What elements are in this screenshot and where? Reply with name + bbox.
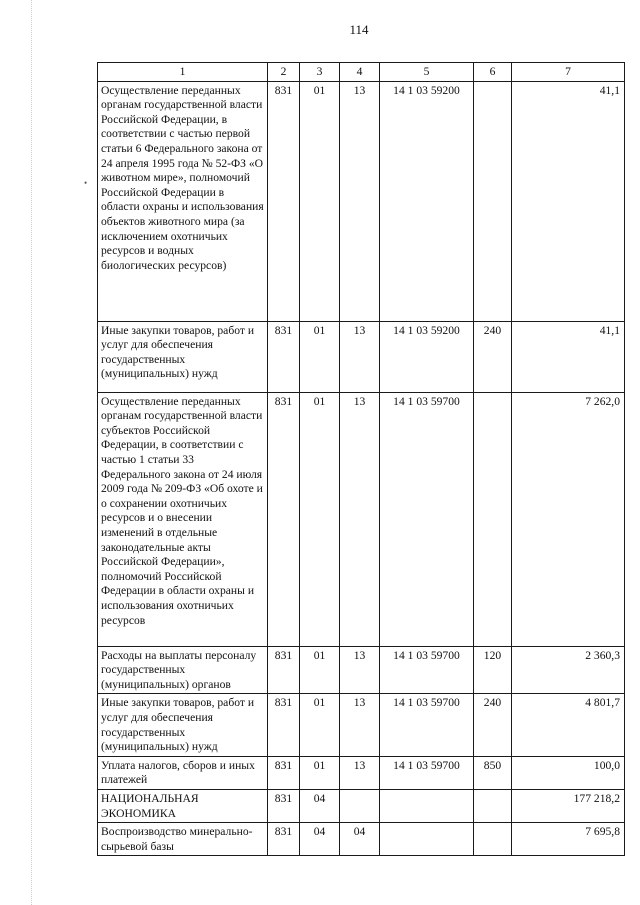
header-col-4: 4 bbox=[340, 63, 380, 82]
row-target-article: 14 1 03 59700 bbox=[380, 646, 474, 694]
row-amount: 2 360,3 bbox=[512, 646, 625, 694]
row-target-article: 14 1 03 59700 bbox=[380, 694, 474, 756]
row-subsection-code bbox=[340, 789, 380, 822]
row-section-code: 01 bbox=[300, 392, 340, 646]
row-subsection-code: 13 bbox=[340, 756, 380, 789]
row-ministry-code: 831 bbox=[268, 789, 300, 822]
row-name: НАЦИОНАЛЬНАЯ ЭКОНОМИКА bbox=[98, 789, 268, 822]
row-section-code: 04 bbox=[300, 789, 340, 822]
row-name: Расходы на выплаты персоналу государственных (муниципальных) органов bbox=[98, 646, 268, 694]
row-target-article bbox=[380, 823, 474, 856]
row-ministry-code: 831 bbox=[268, 392, 300, 646]
row-subsection-code: 04 bbox=[340, 823, 380, 856]
row-amount: 41,1 bbox=[512, 81, 625, 321]
row-name: Уплата налогов, сборов и иных платежей bbox=[98, 756, 268, 789]
table-row bbox=[98, 756, 625, 789]
table-row bbox=[98, 392, 625, 646]
row-expense-type bbox=[474, 81, 512, 321]
row-name: Воспроизводство минерально-сырьевой базы bbox=[98, 823, 268, 856]
header-col-1: 1 bbox=[98, 63, 268, 82]
row-section-code: 01 bbox=[300, 321, 340, 392]
row-target-article: 14 1 03 59700 bbox=[380, 756, 474, 789]
row-expense-type bbox=[474, 823, 512, 856]
row-section-code: 01 bbox=[300, 81, 340, 321]
row-target-article: 14 1 03 59200 bbox=[380, 321, 474, 392]
row-amount: 100,0 bbox=[512, 756, 625, 789]
row-name: Иные закупки товаров, работ и услуг для обеспечения государственных (муниципальных) нужд bbox=[98, 694, 268, 756]
row-amount: 41,1 bbox=[512, 321, 625, 392]
row-ministry-code: 831 bbox=[268, 823, 300, 856]
row-ministry-code: 831 bbox=[268, 81, 300, 321]
row-amount: 177 218,2 bbox=[512, 789, 625, 822]
row-subsection-code: 13 bbox=[340, 646, 380, 694]
header-col-2: 2 bbox=[268, 63, 300, 82]
row-name: Осуществление переданных органам государственной власти Российской Федерации, в соответствии с частью первой статьи 6 Федерального закона от 24 апреля 1995 года № 52-ФЗ «О животном мире», полномочий Российской Федерации в области охраны и использования объектов животного мира (за исключением охотничьих ресурсов и водных биологических ресурсов) bbox=[98, 81, 268, 321]
table-row bbox=[98, 81, 625, 321]
row-expense-type: 120 bbox=[474, 646, 512, 694]
budget-table bbox=[97, 62, 625, 856]
row-section-code: 01 bbox=[300, 694, 340, 756]
row-ministry-code: 831 bbox=[268, 321, 300, 392]
table-header-row bbox=[98, 63, 625, 82]
header-col-7: 7 bbox=[512, 63, 625, 82]
header-col-5: 5 bbox=[380, 63, 474, 82]
page-number: 114 bbox=[349, 22, 369, 37]
row-expense-type: 240 bbox=[474, 694, 512, 756]
row-amount: 4 801,7 bbox=[512, 694, 625, 756]
row-expense-type: 850 bbox=[474, 756, 512, 789]
row-ministry-code: 831 bbox=[268, 756, 300, 789]
row-expense-type bbox=[474, 789, 512, 822]
row-target-article: 14 1 03 59700 bbox=[380, 392, 474, 646]
row-subsection-code: 13 bbox=[340, 81, 380, 321]
header-col-6: 6 bbox=[474, 63, 512, 82]
row-section-code: 01 bbox=[300, 646, 340, 694]
header-col-3: 3 bbox=[300, 63, 340, 82]
row-amount: 7 262,0 bbox=[512, 392, 625, 646]
scan-mark: • bbox=[84, 178, 88, 188]
row-ministry-code: 831 bbox=[268, 694, 300, 756]
scan-margin-line bbox=[31, 0, 32, 905]
row-target-article bbox=[380, 789, 474, 822]
row-expense-type: 240 bbox=[474, 321, 512, 392]
row-target-article: 14 1 03 59200 bbox=[380, 81, 474, 321]
row-subsection-code: 13 bbox=[340, 392, 380, 646]
row-expense-type bbox=[474, 392, 512, 646]
row-section-code: 04 bbox=[300, 823, 340, 856]
table-row bbox=[98, 789, 625, 822]
row-name: Осуществление переданных органам государственной власти субъектов Российской Федерации, в соответствии с частью 1 статьи 33 Федерального закона от 24 июля 2009 года № 209-ФЗ «Об охоте и о сохранении охотничьих ресурсов и о внесении изменений в отдельные законодательные акты Российской Федерации», полномочий Российской Федерации в области охраны и использования охотничьих ресурсов bbox=[98, 392, 268, 646]
row-section-code: 01 bbox=[300, 756, 340, 789]
table-row bbox=[98, 646, 625, 694]
row-name: Иные закупки товаров, работ и услуг для обеспечения государственных (муниципальных) нужд bbox=[98, 321, 268, 392]
table-row bbox=[98, 694, 625, 756]
row-subsection-code: 13 bbox=[340, 694, 380, 756]
row-amount: 7 695,8 bbox=[512, 823, 625, 856]
table-row bbox=[98, 321, 625, 392]
table-row bbox=[98, 823, 625, 856]
row-subsection-code: 13 bbox=[340, 321, 380, 392]
row-ministry-code: 831 bbox=[268, 646, 300, 694]
